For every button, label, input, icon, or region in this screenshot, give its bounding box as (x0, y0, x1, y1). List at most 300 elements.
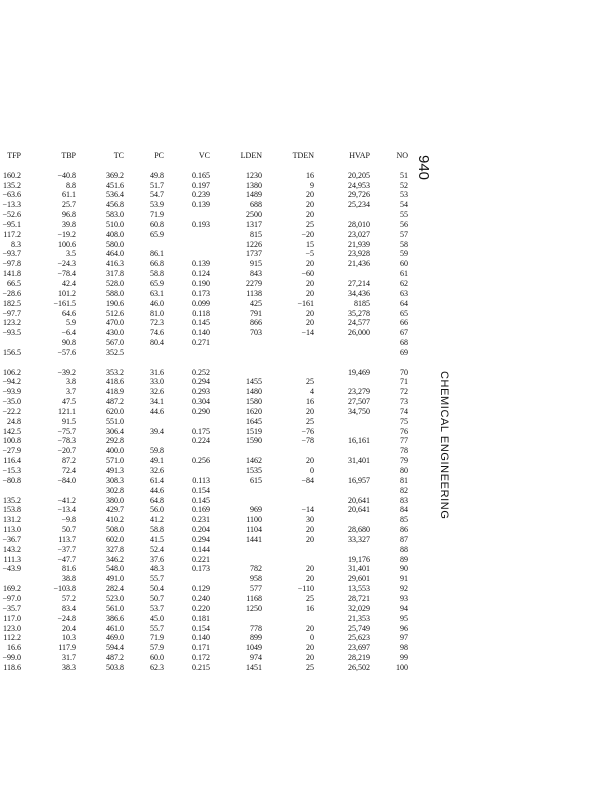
column-header: VC (198, 151, 210, 160)
table-cell: 86.1 (150, 249, 164, 259)
table-cell: −161 (297, 298, 314, 308)
table-cell: 72.4 (62, 466, 76, 475)
table-cell: 117.2 (3, 229, 21, 239)
table-cell: 71 (400, 377, 408, 387)
table-cell: −94.2 (2, 377, 21, 387)
table-cell: 34,750 (348, 406, 370, 416)
table-cell: 58 (400, 239, 408, 249)
table-row (0, 309, 420, 319)
table-cell: 81 (400, 475, 408, 485)
table-cell: 28,010 (348, 219, 370, 229)
table-cell: 2279 (246, 278, 262, 288)
table-cell: 87 (400, 534, 408, 544)
table-cell: 59 (400, 249, 408, 259)
table-cell: 23,928 (348, 249, 370, 259)
table-cell: −14 (301, 505, 314, 515)
table-cell: 306.4 (106, 426, 124, 436)
table-cell: 3.8 (66, 377, 76, 387)
table-cell: 29,601 (348, 574, 370, 584)
table-cell: 92 (400, 584, 408, 594)
table-cell: 121.1 (58, 406, 76, 416)
table-cell: 42.4 (62, 278, 76, 288)
table-row (0, 515, 420, 525)
table-cell: 583.0 (106, 210, 124, 220)
table-cell: 29,726 (348, 190, 370, 200)
table-cell: 156.5 (3, 347, 21, 357)
table-row (0, 624, 420, 634)
table-cell: 33.0 (150, 377, 164, 387)
table-cell: 16 (306, 397, 314, 407)
table-cell: 1480 (246, 387, 262, 397)
table-cell: −24.8 (57, 613, 76, 623)
table-cell: 20 (306, 308, 314, 318)
table-cell: 35,278 (348, 308, 370, 318)
table-cell: 71.9 (150, 633, 164, 643)
table-cell: 8.8 (66, 180, 76, 190)
table-cell: 57.2 (62, 593, 76, 603)
table-cell: 64.8 (150, 495, 164, 505)
table-row (0, 200, 420, 210)
table-cell: 85 (400, 515, 408, 525)
table-cell: 118.6 (3, 662, 21, 672)
table-row (0, 220, 420, 230)
table-cell: 90 (400, 564, 408, 574)
table-cell: 782 (250, 564, 262, 574)
table-cell: 101.2 (58, 288, 76, 298)
table-cell: 0.271 (192, 338, 210, 348)
table-cell: 0.304 (192, 397, 210, 407)
table-cell: 0.173 (192, 288, 210, 298)
table-cell: −37.7 (57, 544, 76, 554)
table-cell: 54 (400, 200, 408, 210)
table-cell: 93 (400, 593, 408, 603)
table-cell: 106.2 (3, 367, 21, 377)
table-cell: 142.5 (3, 426, 21, 436)
table-cell: 16.6 (7, 643, 21, 653)
table-cell: −76 (301, 426, 314, 436)
table-cell: 0.175 (192, 426, 210, 436)
table-cell: 56 (400, 219, 408, 229)
table-cell: 182.5 (3, 298, 21, 308)
table-cell: 0.113 (192, 475, 210, 485)
table-cell: 54.7 (150, 190, 164, 200)
table-cell: 13,553 (348, 584, 370, 594)
table-cell: 81.6 (62, 564, 76, 574)
table-cell: 51.7 (150, 180, 164, 190)
table-row (0, 663, 420, 673)
table-cell: 0.190 (192, 278, 210, 288)
table-cell: 778 (250, 623, 262, 633)
table-cell: 346.2 (106, 554, 124, 564)
table-cell: 34.1 (150, 397, 164, 407)
table-cell: 461.0 (106, 623, 124, 633)
table-cell: 31.7 (62, 653, 76, 663)
table-cell: 1168 (246, 593, 262, 603)
table-cell: 64 (400, 298, 408, 308)
table-cell: −93.7 (2, 249, 21, 259)
table-cell: −6.4 (61, 328, 76, 338)
table-cell: 74.6 (150, 328, 164, 338)
table-row (0, 269, 420, 279)
table-cell: 1230 (246, 170, 262, 180)
table-cell: 78 (400, 446, 408, 456)
table-cell: 292.8 (106, 436, 124, 446)
table-cell: 37.6 (150, 554, 164, 564)
table-row (0, 377, 420, 387)
table-row (0, 181, 420, 191)
table-row (0, 338, 420, 348)
table-cell: −15.3 (2, 466, 21, 475)
table-cell: 96.8 (62, 210, 76, 220)
table-cell: −19.2 (57, 229, 76, 239)
table-cell: −47.7 (57, 554, 76, 564)
table-cell: 160.2 (3, 170, 21, 180)
table-cell: 0.129 (192, 584, 210, 594)
table-cell: −57.6 (57, 347, 76, 357)
table-cell: 0.169 (192, 505, 210, 515)
table-cell: 30 (306, 515, 314, 525)
table-cell: 131.2 (3, 515, 21, 525)
table-cell: 0.294 (192, 534, 210, 544)
table-cell: 58.8 (150, 269, 164, 279)
table-cell: 491.0 (106, 574, 124, 584)
table-cell: 410.2 (106, 515, 124, 525)
table-cell: 0.173 (192, 564, 210, 574)
table-cell: 2500 (246, 210, 262, 220)
table-cell: −35.0 (2, 397, 21, 407)
table-cell: 317.8 (106, 269, 124, 279)
table-cell: 20 (306, 653, 314, 663)
table-cell: 41.5 (150, 534, 164, 544)
table-cell: 71.9 (150, 210, 164, 220)
table-cell: 1590 (246, 436, 262, 446)
table-row (0, 604, 420, 614)
row-group-51-69 (0, 171, 420, 358)
table-cell: 20 (306, 288, 314, 298)
column-header: HVAP (349, 151, 370, 160)
table-cell: 25,749 (348, 623, 370, 633)
table-cell: 0.256 (192, 456, 210, 466)
table-cell: 0 (310, 633, 314, 643)
column-header: TDEN (292, 151, 314, 160)
table-row (0, 545, 420, 555)
table-cell: 1462 (246, 456, 262, 466)
table-cell: 20 (306, 210, 314, 220)
table-cell: 58.8 (150, 525, 164, 535)
table-cell: 21,939 (348, 239, 370, 249)
table-cell: 491.3 (106, 466, 124, 475)
table-cell: 1100 (246, 515, 262, 525)
table-cell: 380.0 (106, 495, 124, 505)
table-row (0, 299, 420, 309)
table-cell: 588.0 (106, 288, 124, 298)
table-cell: 327.8 (106, 544, 124, 554)
table-cell: −93.9 (2, 387, 21, 397)
table-cell: 88 (400, 544, 408, 554)
table-cell: 969 (250, 505, 262, 515)
table-cell: 1455 (246, 377, 262, 387)
table-cell: −97.7 (2, 308, 21, 318)
table-row (0, 318, 420, 328)
table-cell: 282.4 (106, 584, 124, 594)
table-cell: 100.8 (3, 436, 21, 446)
table-cell: 44.6 (150, 485, 164, 495)
table-cell: 703 (250, 328, 262, 338)
table-cell: 113.0 (3, 525, 21, 535)
table-row (0, 397, 420, 407)
table-cell: 843 (250, 269, 262, 279)
table-cell: 0.240 (192, 593, 210, 603)
table-cell: 20 (306, 525, 314, 535)
table-row (0, 633, 420, 643)
table-cell: 20 (306, 456, 314, 466)
table-cell: −84.0 (57, 475, 76, 485)
table-cell: 20,641 (348, 505, 370, 515)
table-cell: 100 (396, 662, 408, 672)
table-cell: −28.6 (2, 288, 21, 298)
table-cell: 44.6 (150, 406, 164, 416)
table-cell: 0.181 (192, 613, 210, 623)
table-cell: 28,219 (348, 653, 370, 663)
page-number: 940 (415, 155, 432, 181)
table-cell: 70 (400, 367, 408, 377)
table-cell: 1049 (246, 643, 262, 653)
table-cell: 26,502 (348, 662, 370, 672)
table-cell: 561.0 (106, 603, 124, 613)
table-cell: 24,577 (348, 318, 370, 328)
table-cell: 10.3 (62, 633, 76, 643)
table-row (0, 446, 420, 456)
table-cell: 15 (306, 239, 314, 249)
table-cell: 0.239 (192, 190, 210, 200)
table-cell: 83.4 (62, 603, 76, 613)
table-cell: 82 (400, 485, 408, 495)
table-cell: 1489 (246, 190, 262, 200)
table-row (0, 427, 420, 437)
table-cell: 63 (400, 288, 408, 298)
column-header: NO (396, 151, 408, 160)
table-row (0, 407, 420, 417)
table-cell: 523.0 (106, 593, 124, 603)
table-cell: 0.215 (192, 662, 210, 672)
table-cell: 27,507 (348, 397, 370, 407)
table-cell: 0.252 (192, 367, 210, 377)
table-cell: 302.8 (106, 485, 124, 495)
table-cell: 0.193 (192, 219, 210, 229)
table-cell: −24.3 (57, 259, 76, 269)
table-cell: 571.0 (106, 456, 124, 466)
table-cell: 57 (400, 229, 408, 239)
table-cell: −35.7 (2, 603, 21, 613)
table-cell: 61.1 (62, 190, 76, 200)
table-cell: 38.3 (62, 662, 76, 672)
table-cell: 72 (400, 387, 408, 397)
table-cell: 464.0 (106, 249, 124, 259)
table-cell: 81.0 (150, 308, 164, 318)
table-cell: 49.8 (150, 170, 164, 180)
table-cell: 974 (250, 653, 262, 663)
table-cell: 53.9 (150, 200, 164, 210)
header-gap (0, 161, 420, 171)
table-cell: 25 (306, 219, 314, 229)
table-cell: 1441 (246, 534, 262, 544)
table-row (0, 289, 420, 299)
table-cell: 425 (250, 298, 262, 308)
table-cell: 20 (306, 564, 314, 574)
table-cell: 64.6 (62, 308, 76, 318)
table-row (0, 535, 420, 545)
table-cell: 59.8 (150, 446, 164, 456)
table-cell: 50.7 (62, 525, 76, 535)
table-cell: −13.4 (57, 505, 76, 515)
table-cell: 68 (400, 338, 408, 348)
table-cell: 400.0 (106, 446, 124, 456)
table-cell: 60.8 (150, 219, 164, 229)
table-cell: 89 (400, 554, 408, 564)
table-cell: 67 (400, 328, 408, 338)
table-cell: 55.7 (150, 623, 164, 633)
table-cell: 20,641 (348, 495, 370, 505)
table-cell: 25,234 (348, 200, 370, 210)
table-row (0, 171, 420, 181)
table-cell: 52.4 (150, 544, 164, 554)
table-cell: 94 (400, 603, 408, 613)
table-cell: 0.118 (192, 308, 210, 318)
table-cell: 32.6 (150, 387, 164, 397)
table-cell: 80.4 (150, 338, 164, 348)
table-cell: 16,957 (348, 475, 370, 485)
table-cell: −22.2 (2, 406, 21, 416)
table-cell: −39.2 (57, 367, 76, 377)
table-cell: 63.1 (150, 288, 164, 298)
column-header: LDEN (240, 151, 262, 160)
table-cell: −36.7 (2, 534, 21, 544)
table-cell: 65.9 (150, 278, 164, 288)
column-header: TFP (7, 151, 21, 160)
table-cell: 100.6 (58, 239, 76, 249)
table-cell: 32.6 (150, 466, 164, 475)
table-cell: 23,697 (348, 643, 370, 653)
table-cell: 25 (306, 377, 314, 387)
table-cell: −161.5 (53, 298, 76, 308)
table-cell: 580.0 (106, 239, 124, 249)
property-table (0, 151, 420, 673)
table-row (0, 436, 420, 446)
table-row (0, 486, 420, 496)
table-cell: 72.3 (150, 318, 164, 328)
table-cell: 0.154 (192, 623, 210, 633)
table-cell: 548.0 (106, 564, 124, 574)
table-cell: 508.0 (106, 525, 124, 535)
table-cell: 470.0 (106, 318, 124, 328)
table-cell: 117.0 (3, 613, 21, 623)
table-cell: 551.0 (106, 416, 124, 426)
table-cell: 86 (400, 525, 408, 535)
table-row (0, 190, 420, 200)
table-cell: 66.5 (7, 278, 21, 288)
table-cell: −43.9 (2, 564, 21, 574)
table-cell: 135.2 (3, 180, 21, 190)
table-cell: 487.2 (106, 653, 124, 663)
table-cell: 66.8 (150, 259, 164, 269)
table-cell: −78.3 (57, 436, 76, 446)
table-cell: 536.4 (106, 190, 124, 200)
table-cell: 98 (400, 643, 408, 653)
table-cell: 20 (306, 574, 314, 584)
table-cell: 1535 (246, 466, 262, 475)
table-row (0, 564, 420, 574)
table-cell: 567.0 (106, 338, 124, 348)
table-cell: 8185 (354, 298, 370, 308)
table-cell: 53.7 (150, 603, 164, 613)
table-cell: 38.8 (62, 574, 76, 584)
table-cell: 135.2 (3, 495, 21, 505)
table-cell: 96 (400, 623, 408, 633)
table-cell: 386.6 (106, 613, 124, 623)
table-row (0, 387, 420, 397)
table-cell: −103.8 (53, 584, 76, 594)
table-cell: 418.6 (106, 377, 124, 387)
table-cell: 113.7 (58, 534, 76, 544)
table-cell: 1519 (246, 426, 262, 436)
table-cell: 24,953 (348, 180, 370, 190)
table-cell: 123.2 (3, 318, 21, 328)
table-cell: 20 (306, 406, 314, 416)
table-cell: 0.197 (192, 180, 210, 190)
table-cell: 143.2 (3, 544, 21, 554)
table-cell: 0.140 (192, 633, 210, 643)
table-cell: 48.3 (150, 564, 164, 574)
table-cell: 0.224 (192, 436, 210, 446)
table-cell: −110 (297, 584, 314, 594)
section-title: CHEMICAL ENGINEERING (438, 371, 450, 520)
table-row (0, 210, 420, 220)
table-cell: 0.171 (192, 643, 210, 653)
table-cell: 32,029 (348, 603, 370, 613)
table-cell: 429.7 (106, 505, 124, 515)
table-row (0, 417, 420, 427)
table-cell: 79 (400, 456, 408, 466)
table-cell: 20 (306, 278, 314, 288)
table-cell: 77 (400, 436, 408, 446)
table-cell: 510.0 (106, 219, 124, 229)
table-cell: 19,469 (348, 367, 370, 377)
table-row (0, 584, 420, 594)
table-cell: 95 (400, 613, 408, 623)
table-cell: 1138 (246, 288, 262, 298)
table-row (0, 643, 420, 653)
table-cell: 84 (400, 505, 408, 515)
table-cell: 49.1 (150, 456, 164, 466)
table-cell: 0.124 (192, 269, 210, 279)
table-cell: 20 (306, 190, 314, 200)
table-cell: 512.6 (106, 308, 124, 318)
table-cell: 8.3 (11, 239, 21, 249)
table-cell: 20 (306, 259, 314, 269)
table-cell: 1737 (246, 249, 262, 259)
table-row (0, 614, 420, 624)
table-cell: 28,721 (348, 593, 370, 603)
table-row (0, 476, 420, 486)
table-cell: 0.220 (192, 603, 210, 613)
table-cell: 69 (400, 347, 408, 357)
table-cell: 352.5 (106, 347, 124, 357)
table-row (0, 348, 420, 358)
table-cell: 1645 (246, 416, 262, 426)
table-cell: −97.0 (2, 593, 21, 603)
table-cell: 0.154 (192, 485, 210, 495)
table-cell: −80.8 (2, 475, 21, 485)
